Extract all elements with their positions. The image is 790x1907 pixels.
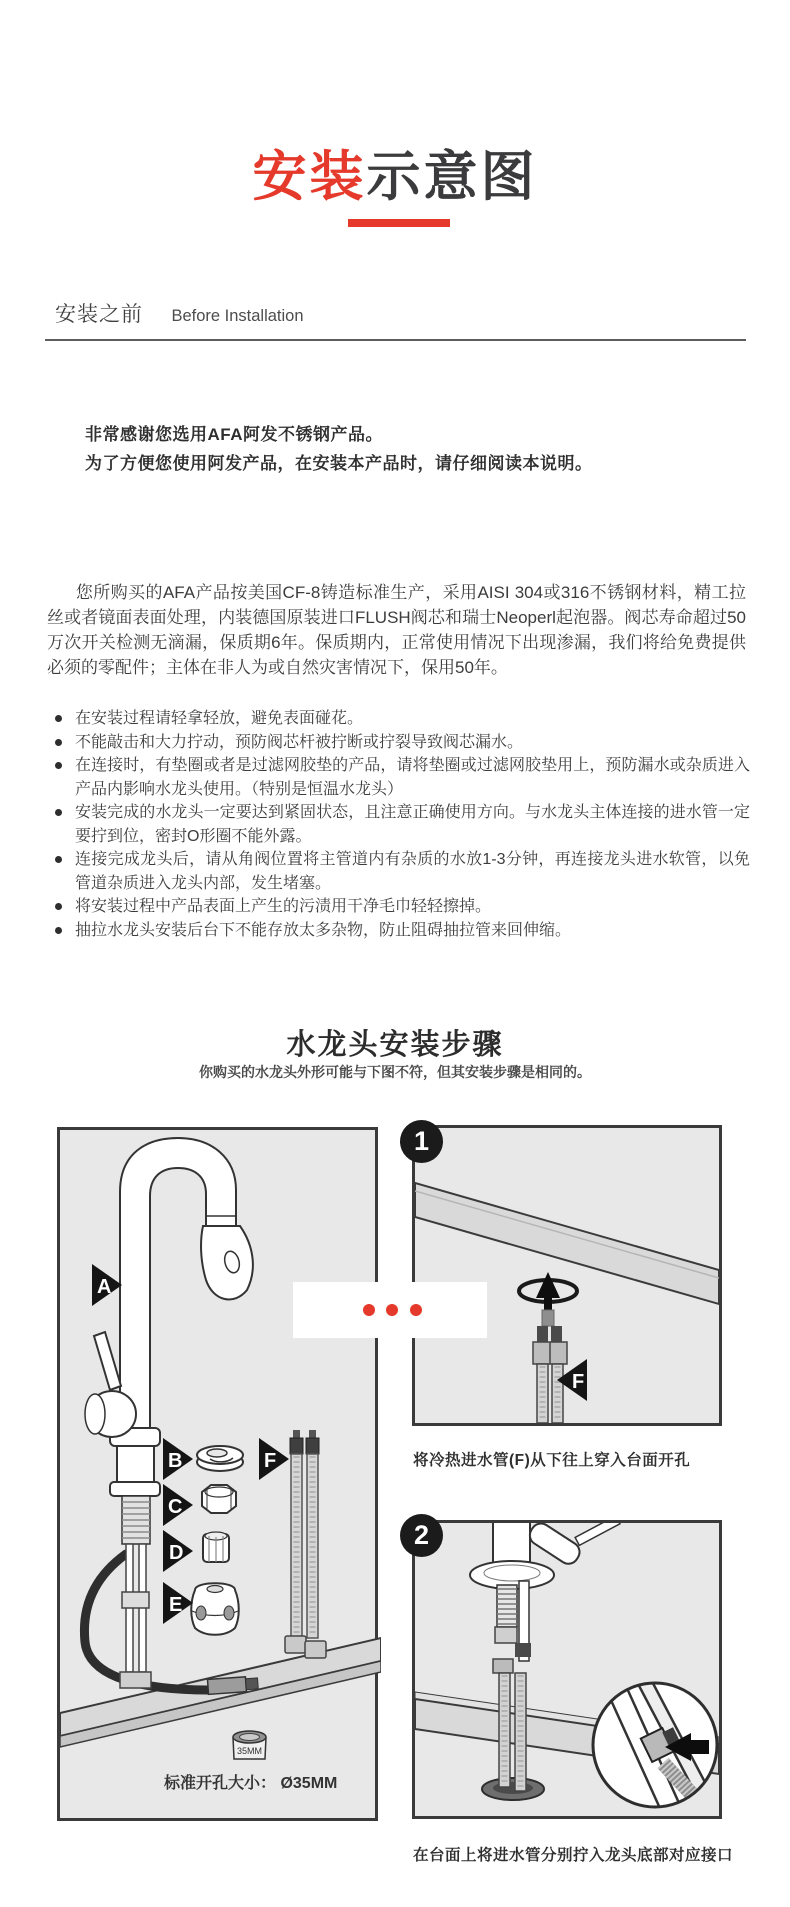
part-label-d: D (169, 1542, 184, 1564)
before-heading-zh: 安装之前 (55, 303, 143, 326)
note-item: 抽拉水龙头安装后台下不能存放太多杂物，防止阻碍抽拉管来回伸缩。 (48, 919, 750, 943)
supply-hoses (285, 1430, 326, 1658)
note-item: 在安装过程请轻拿轻放，避免表面碰花。 (48, 707, 750, 731)
part-label-e: E (169, 1594, 183, 1616)
product-description-paragraph: 您所购买的AFA产品按美国CF-8铸造标准生产，采用AISI 304或316不锈钢材料，精工拉丝或者镜面表面处理，内装德国原装进口FLUSH阀芯和瑞士Neoperl起泡器。阀芯寿命超过50万次开关检测无滴漏，保质期6年。保质期内，正常使用情况下出现渗漏，我们将给免费提供必须的零配件；主体在非人为或自然灾害情况下，保用50年。 (47, 583, 746, 677)
step1-number-badge: 1 (400, 1120, 443, 1163)
note-item: 不能敲击和大力拧动，预防阀芯杆被拧断或拧裂导致阀芯漏水。 (48, 731, 750, 755)
before-installation-header (45, 298, 746, 341)
part-label-f: F (264, 1450, 277, 1472)
before-heading-en: Before Installation (171, 307, 304, 325)
title-underline-bar (348, 219, 450, 227)
threaded-shank (497, 1585, 517, 1627)
steps-section-subtitle: 你购买的水龙头外形可能与下图不符，但其安装步骤是相同的。 (199, 1064, 591, 1080)
intro-line: 为了方便您使用阿发产品，在安装本产品时，请仔细阅读本说明。 (85, 454, 593, 473)
step2-diagram-panel (412, 1520, 722, 1819)
part-label-f: F (572, 1371, 585, 1393)
step1-diagram-panel (412, 1125, 722, 1426)
part-b-washer (197, 1446, 243, 1471)
red-dot (410, 1304, 422, 1316)
part-c-nut (202, 1485, 236, 1513)
part-d-nut (203, 1532, 229, 1562)
steps-section-title: 水龙头安装步骤 (286, 1029, 504, 1061)
faucet-parts-illustration (60, 1130, 381, 1824)
faucet-base (470, 1523, 620, 1673)
part-label-c: C (168, 1496, 183, 1518)
note-item: 将安装过程中产品表面上产生的污渍用干净毛巾轻轻擦掉。 (48, 895, 750, 919)
part-label-a: A (97, 1276, 112, 1298)
red-dot (386, 1304, 398, 1316)
page-title-dark-part: 示意图 (366, 147, 538, 207)
note-item: 在连接时，有垫圈或者是过滤网胶垫的产品，请将垫圈或过滤网胶垫用上，预防漏水或杂质进入产品内影响水龙头使用。（特别是恒温水龙头） (48, 754, 750, 801)
magnifier-circle (593, 1675, 717, 1815)
step2-number-badge: 2 (400, 1514, 443, 1557)
page-title-red-part: 安装 (252, 147, 367, 207)
intro-line: 非常感谢您选用AFA阿发不锈钢产品。 (85, 425, 383, 444)
supply-hoses (533, 1326, 567, 1423)
part-label-b: B (168, 1450, 183, 1472)
note-item: 连接完成龙头后，请从角阀位置将主管道内有杂质的水放1-3分钟，再连接龙头进水软管，以免管道杂质进入龙头内部，发生堵塞。 (48, 848, 750, 895)
note-item: 安装完成的水龙头一定要达到紧固状态，且注意正确使用方向。与水龙头主体连接的进水管一定要拧到位，密封O形圈不能外露。 (48, 801, 750, 848)
red-dot (363, 1304, 375, 1316)
part-e-weight (191, 1583, 239, 1635)
step1-illustration (415, 1128, 719, 1423)
hole-size-caption: 标准开孔大小： Ø35MM (164, 1775, 338, 1792)
installation-notes-list (48, 707, 750, 942)
step2-caption: 在台面上将进水管分别拧入龙头底部对应接口 (413, 1847, 734, 1864)
intro-note (85, 420, 593, 478)
hole-plug (233, 1731, 266, 1759)
ellipsis-box (293, 1282, 487, 1338)
step2-illustration (415, 1523, 719, 1816)
faucet-parts-diagram-panel (57, 1127, 378, 1821)
step1-caption: 将冷热进水管(F)从下往上穿入台面开孔 (413, 1452, 691, 1469)
page-title (0, 147, 790, 207)
plug-size-label: 35MM (236, 1746, 263, 1756)
handle-lever (94, 1332, 121, 1390)
